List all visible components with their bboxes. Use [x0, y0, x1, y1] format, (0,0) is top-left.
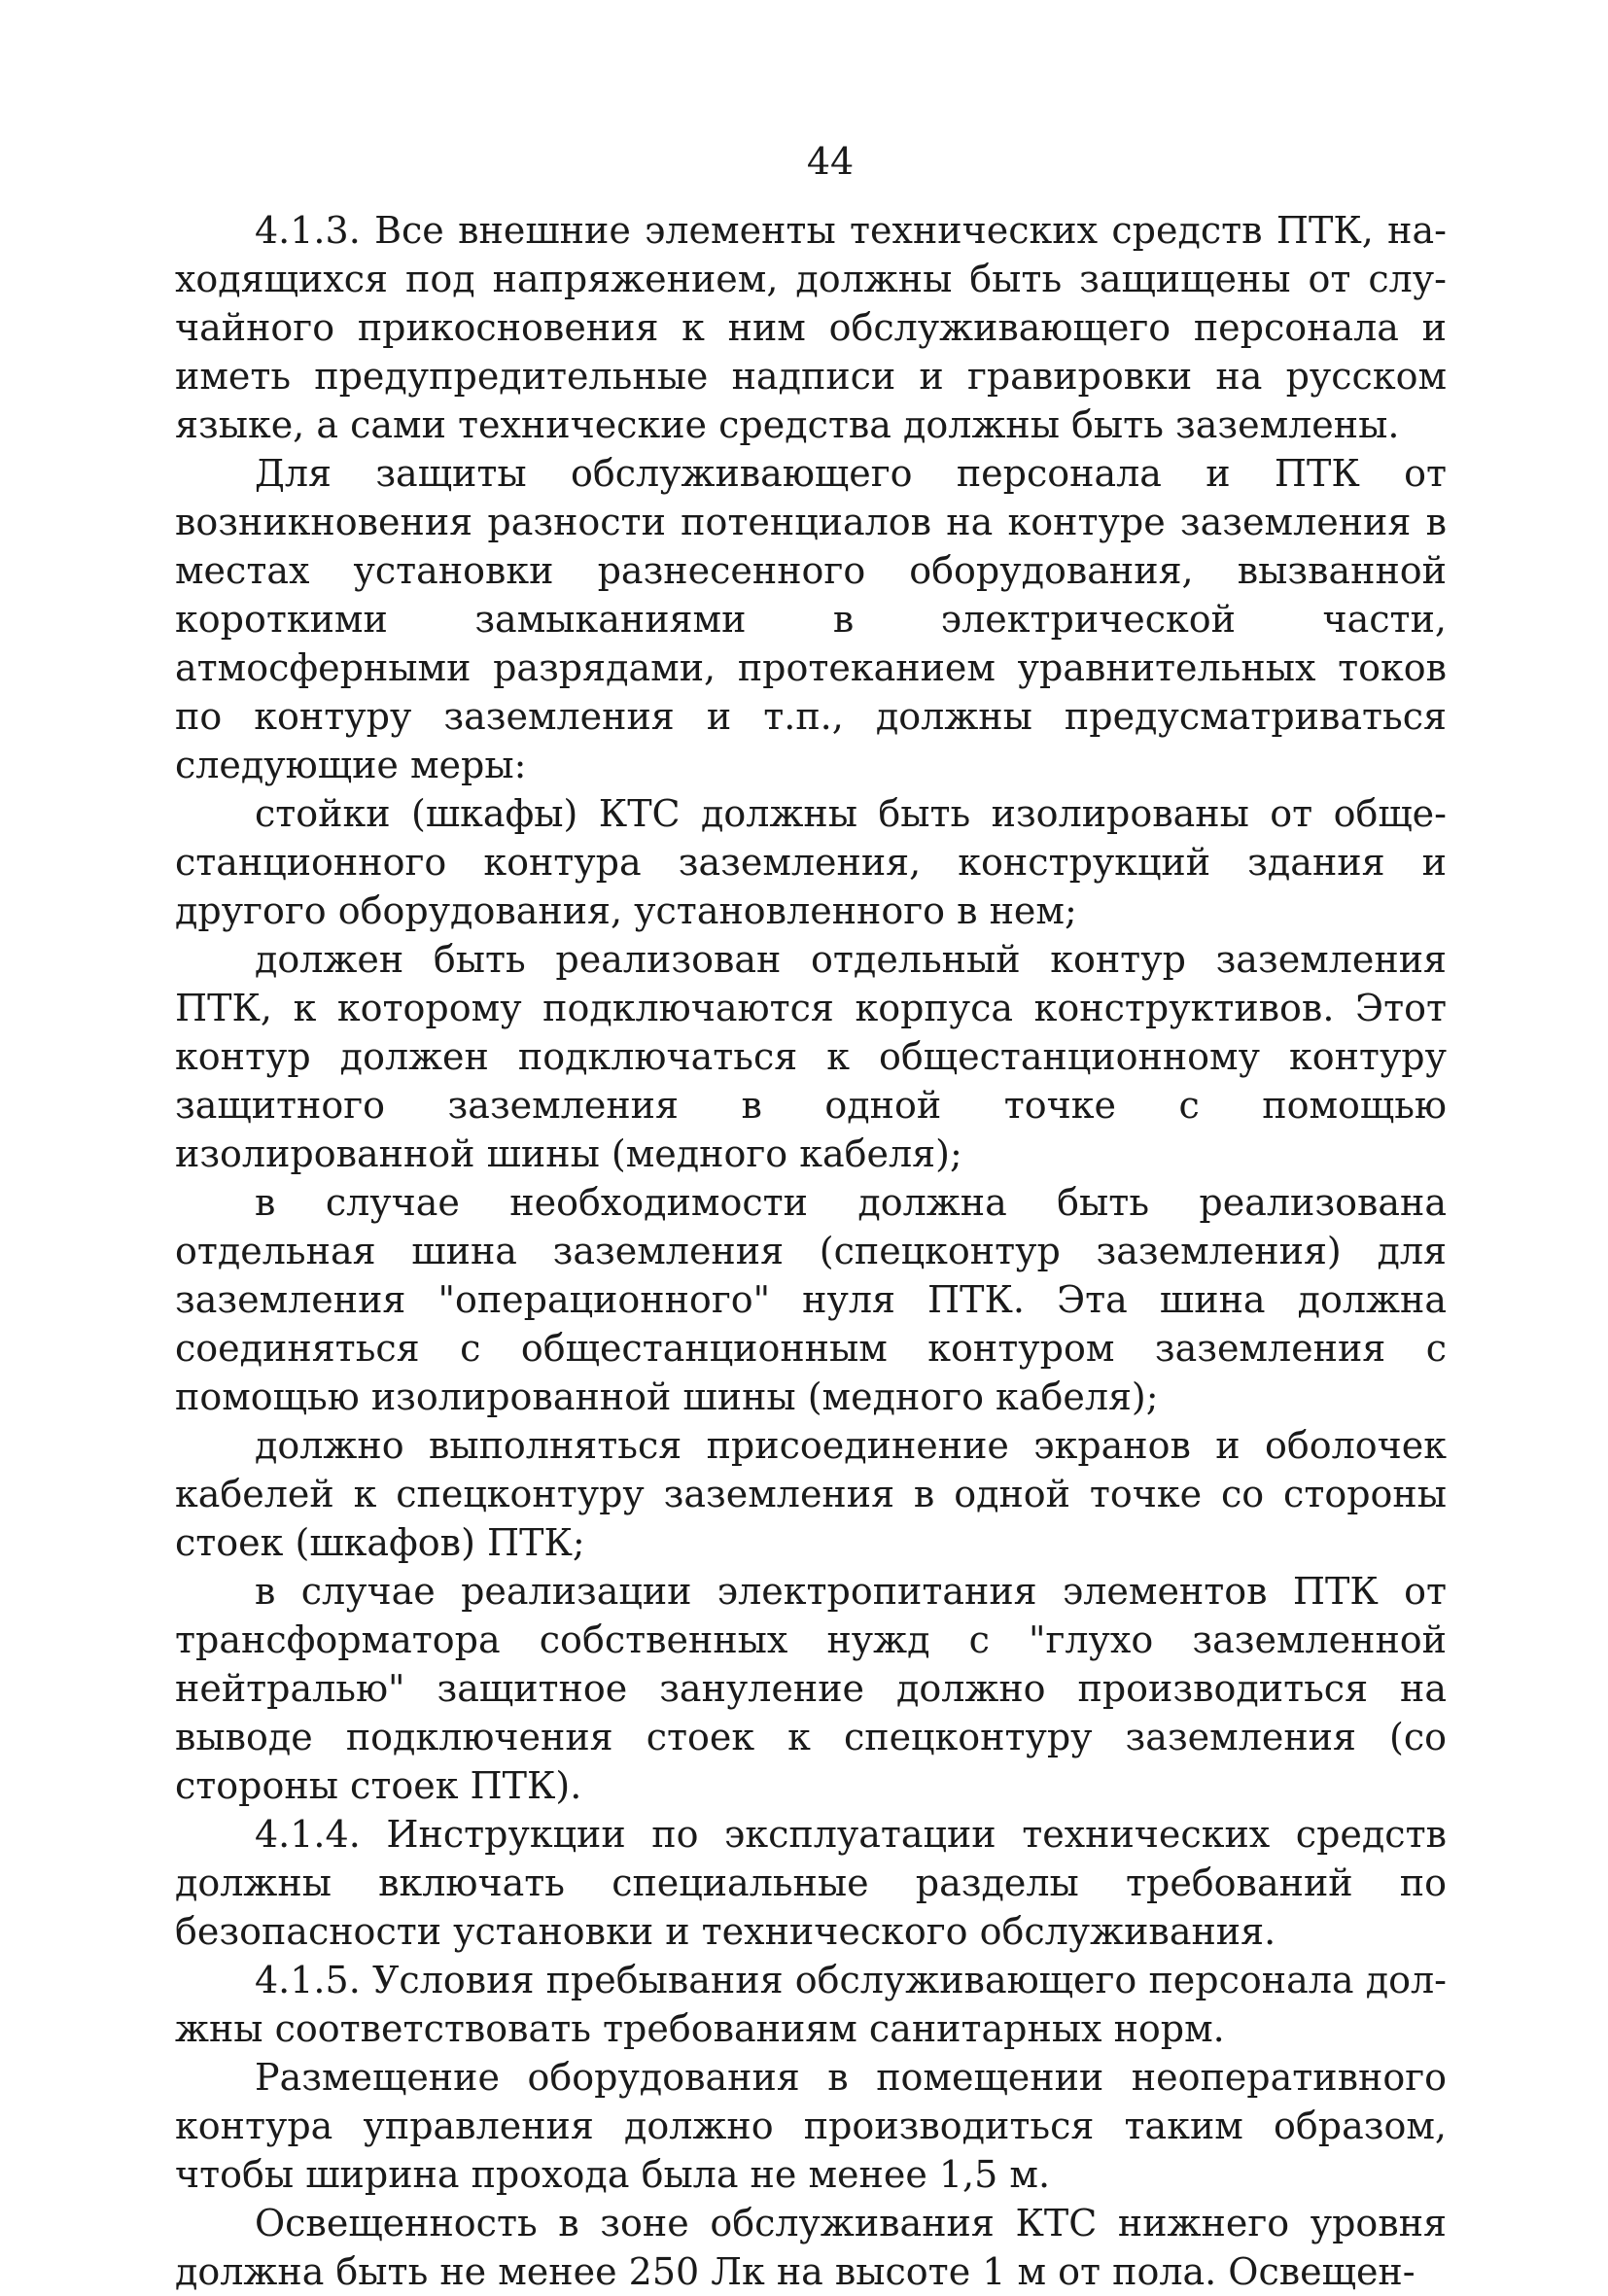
paragraph-4-1-5: 4.1.5. Условия пребывания обслуживающего персонала должны соответствовать требованиям санитарных норм. [175, 1959, 1447, 2050]
list-item-separate-contour: должен быть реализован отдельный контур заземления ПТК, к которому подключаются корпуса конструктивов. Этот контур должен подключаться к общестанционному контуру защитного заземления в одной точке с помощью изолированной шины (медного кабеля); [175, 938, 1447, 1175]
list-item-cabinet-isolation: стойки (шкафы) КТС должны быть изолированы от общестанционного контура заземления, конструкций здания и другого оборудования, установленного в нем; [175, 792, 1447, 932]
paragraph-4-1-4: 4.1.4. Инструкции по эксплуатации технических средств должны включать специальные разделы требований по безопасности установки и технического обслуживания. [175, 1813, 1447, 1953]
paragraph-grounding-intro: Для защиты обслуживающего персонала и ПТК от возникновения разности потенциалов на контуре заземления в местах установки разнесенного оборудования, вызванной короткими замыканиями в электрической части, атмосферными разрядами, протеканием уравнительных токов по контуру заземления и т.п., должны предусматриваться следующие меры: [175, 452, 1447, 786]
list-item-cable-shields: должно выполняться присоединение экранов и оболочек кабелей к спецконтуру заземления в одной точке со стороны стоек (шкафов) ПТК; [175, 1424, 1447, 1564]
paragraph-equipment-placement: Размещение оборудования в помещении неоперативного контура управления должно производиться таким образом, чтобы ширина прохода была не менее 1,5 м. [175, 2056, 1447, 2196]
document-page [175, 136, 1447, 2296]
page-number: 44 [806, 140, 855, 183]
list-item-special-bus: в случае необходимости должна быть реализована отдельная шина заземления (спецконтур заземления) для заземления "операционного" нуля ПТК. Эта шина должна соединяться с общестанционным контуром заземления с помощью изолированной шины (медного кабеля); [175, 1181, 1447, 1418]
paragraph-4-1-3: 4.1.3. Все внешние элементы технических средств ПТК, находящихся под напряжением, должны быть защищены от случайного прикосновения к ним обслуживающего персонала и иметь предупредительные надписи и гравировки на русском языке, а сами технические средства должны быть заземлены. [175, 209, 1447, 446]
list-item-protective-neutral: в случае реализации электропитания элементов ПТК от трансформатора собственных нужд с "глухо заземленной нейтралью" защитное зануление должно производиться на выводе подключения стоек к спецконтуру заземления (со стороны стоек ПТК). [175, 1570, 1447, 1807]
paragraph-illumination: Освещенность в зоне обслуживания КТС нижнего уровня должна быть не менее 250 Лк на высоте 1 м от пола. Освещен- [175, 2202, 1447, 2293]
